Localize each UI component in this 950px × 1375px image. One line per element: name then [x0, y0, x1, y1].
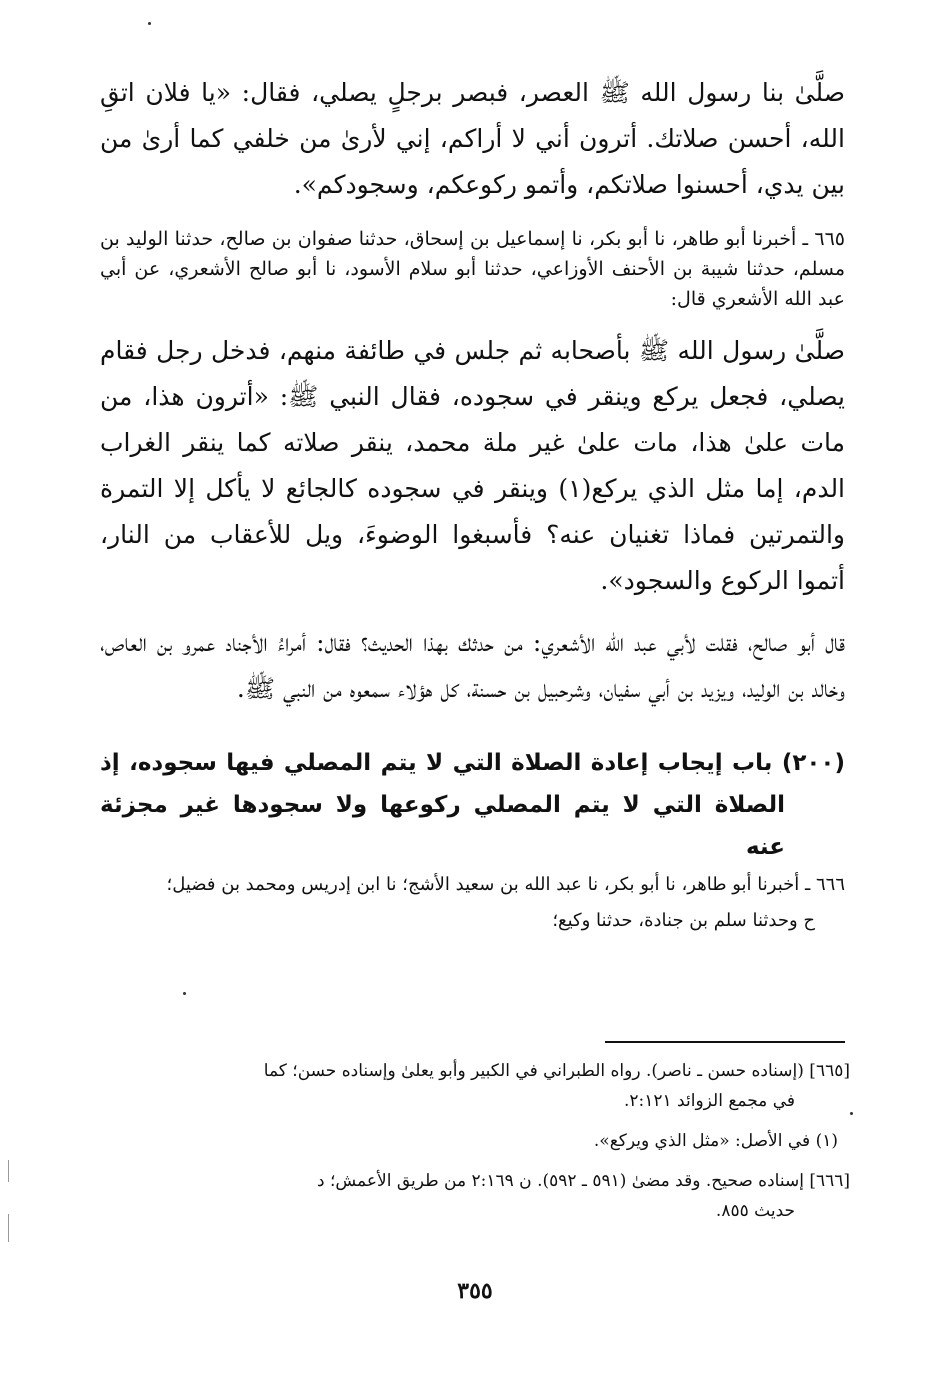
footnote-665-line-2: في مجمع الزوائد ٢:١٢١.: [623, 1091, 795, 1111]
chapter-heading: [100, 742, 845, 868]
footnote-665-line-1: [٦٦٥] (إسناده حسن ـ ناصر). رواه الطبراني في الكبير وأبو يعلىٰ وإسناده حسن؛ كما: [263, 1061, 850, 1081]
hadith-666-isnad-2: ح وحدثنا سلم بن جنادة، حدثنا وكيع؛: [552, 910, 815, 931]
footnote-1: (١) في الأصل: «مثل الذي ويركع».: [593, 1131, 838, 1151]
page-body: [100, 70, 845, 936]
footnote-divider: [605, 1041, 845, 1043]
page-number: ٣٥٥: [457, 1278, 493, 1304]
chapter-heading-line-1: (٢٠٠) باب إيجاب إعادة الصلاة التي لا يتم المصلي فيها سجوده، إذ: [100, 750, 845, 776]
footnote-666-line-2: حديث ٨٥٥.: [715, 1201, 795, 1221]
chapter-heading-line-2: الصلاة التي لا يتم المصلي ركوعها ولا سجودها غير مجزئة عنه: [100, 792, 785, 860]
footnote-666-line-1: [٦٦٦] إسناده صحيح. وقد مضىٰ (٥٩١ ـ ٥٩٢). ن ٢:١٦٩ من طريق الأعمش؛ د: [316, 1171, 850, 1191]
footnotes: [100, 1056, 850, 1236]
scan-dot: [183, 992, 186, 995]
scan-dot: [148, 22, 151, 25]
footnote-666: [100, 1166, 850, 1226]
hadith-665-narration: قال أبو صالح، فقلت لأبي عبد الله الأشعري: من حدثك بهذا الحديث؟ فقال: أمراءُ الأجناد عمرو بن العاص، وخالد بن الوليد، ويزيد بن أبي سفيان، وشرحبيل بن حسنة، كل هؤلاء سمعوه من النبي ﷺ.: [100, 628, 845, 703]
scan-edge-mark: [8, 1214, 9, 1242]
scan-dot: [850, 1112, 853, 1115]
hadith-664-text: صلَّىٰ بنا رسول الله ﷺ العصر، فبصر برجلٍ يصلي، فقال: «يا فلان اتقِ الله، أحسن صلاتك. أترون أني لا أراكم، إني لأرىٰ من خلفي كما أرىٰ من بين يدي، أحسنوا صلاتكم، وأتمو ركوعكم، وسجودكم».: [100, 78, 845, 199]
scan-edge-mark: [8, 1160, 9, 1182]
hadith-666-isnad: ٦٦٦ ـ أخبرنا أبو طاهر، نا أبو بكر، نا عبد الله بن سعيد الأشج؛ نا ابن إدريس ومحمد بن فضيل؛: [166, 874, 845, 895]
hadith-665-text: صلَّىٰ رسول الله ﷺ بأصحابه ثم جلس في طائفة منهم، فدخل رجل فقام يصلي، فجعل يركع وينقر في سجوده، فقال النبي ﷺ: «أترون هذا، من مات علىٰ هذا، مات علىٰ غير ملة محمد، ينقر صلاته كما ينقر الغراب الدم، إما مثل الذي يركع(١) وينقر في سجوده كالجائع لا يأكل إلا التمرة والتمرتين فماذا تغنيان عنه؟ فأسبغوا الوضوءَ، ويل للأعقاب من النار، أتموا الركوع والسجود».: [100, 336, 846, 595]
footnote-665: [100, 1056, 850, 1116]
hadith-665-isnad: ٦٦٥ ـ أخبرنا أبو طاهر، نا أبو بكر، نا إسماعيل بن إسحاق، حدثنا صفوان بن صالح، حدثنا الوليد بن مسلم، حدثنا شيبة بن الأحنف الأوزاعي، حدثنا أبو سلام الأسود، نا أبو صالح الأشعري، عن أبي عبد الله الأشعري قال:: [100, 228, 845, 310]
